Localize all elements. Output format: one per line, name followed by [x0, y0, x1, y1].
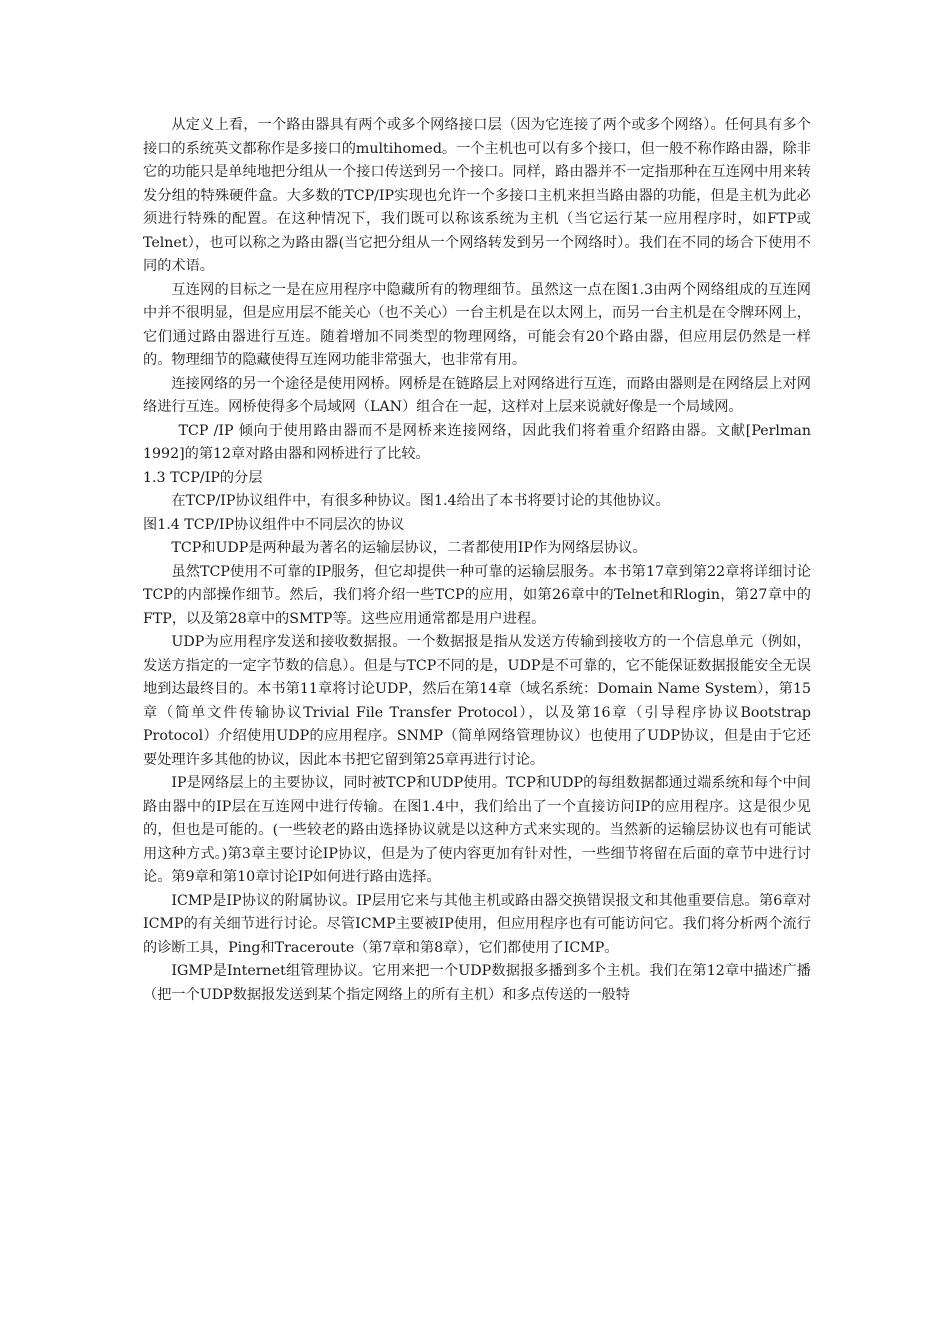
- paragraph-router-definition: 从定义上看，一个路由器具有两个或多个网络接口层（因为它连接了两个或多个网络）。任何具有多个接口的系统英文都称作是多接口的multihomed。一个主机也可以有多个接口，但一般不称作路由器，除非它的功能只是单纯地把分组从一个接口传送到另一个接口。同样，路由器并不一定指那种在互连网中用来转发分组的特殊硬件盒。大多数的TCP/IP实现也允许一个多接口主机来担当路由器的功能，但是主机为此必须进行特殊的配置。在这种情况下，我们既可以称该系统为主机（当它运行某一应用程序时，如FTP或Telnet），也可以称之为路由器(当它把分组从一个网络转发到另一个网络时）。我们在不同的场合下使用不同的术语。: [143, 117, 811, 274]
- section-heading: 1.3 TCP/IP的分层: [143, 469, 263, 486]
- paragraph-bridge: 连接网络的另一个途径是使用网桥。网桥是在链路层上对网络进行互连，而路由器则是在网络层上对网络进行互连。网桥使得多个局域网（LAN）组合在一起，这样对上层来说就好像是一个局域网。: [143, 375, 811, 415]
- paragraph-tcp: 虽然TCP使用不可靠的IP服务，但它却提供一种可靠的运输层服务。本书第17章到第22章将详细讨论TCP的内部操作细节。然后，我们将介绍一些TCP的应用，如第26章中的Telnet和Rlogin，第27章中的FTP，以及第28章中的SMTP等。这些应用通常都是用户进程。: [143, 563, 811, 627]
- section-intro: 在TCP/IP协议组件中，有很多种协议。图1.4给出了本书将要讨论的其他协议。: [171, 493, 670, 509]
- paragraph-icmp: ICMP是IP协议的附属协议。IP层用它来与其他主机或路由器交换错误报文和其他重要信息。第6章对ICMP的有关细节进行讨论。尽管ICMP主要被IP使用，但应用程序也有可能访问它。我们将分析两个流行的诊断工具，Ping和Traceroute（第7章和第8章），它们都使用了ICMP。: [143, 892, 811, 956]
- document-page: [143, 114, 811, 1007]
- paragraph-ip: IP是网络层上的主要协议，同时被TCP和UDP使用。TCP和UDP的每组数据都通过端系统和每个中间路由器中的IP层在互连网中进行传输。在图1.4中，我们给出了一个直接访问IP的应用程序。这是很少见的，但也是可能的。(一些较老的路由选择协议就是以这种方式来实现的。当然新的运输层协议也有可能试用这种方式。)第3章主要讨论IP协议，但是为了使内容更加有针对性，一些细节将留在后面的章节中进行讨论。第9章和第10章讨论IP如何进行路由选择。: [143, 775, 811, 885]
- figure-caption: 图1.4 TCP/IP协议组件中不同层次的协议: [143, 516, 405, 533]
- paragraph-tcp-udp: TCP和UDP是两种最为著名的运输层协议，二者都使用IP作为网络层协议。: [171, 540, 647, 556]
- paragraph-tcpip-router: TCP /IP 倾向于使用路由器而不是网桥来连接网络，因此我们将着重介绍路由器。文献[Perlman 1992]的第12章对路由器和网桥进行了比较。: [143, 422, 811, 462]
- paragraph-igmp: IGMP是Internet组管理协议。它用来把一个UDP数据报多播到多个主机。我们在第12章中描述广播（把一个UDP数据报发送到某个指定网络上的所有主机）和多点传送的一般特: [143, 963, 811, 1003]
- paragraph-internet-goal: 互连网的目标之一是在应用程序中隐藏所有的物理细节。虽然这一点在图1.3由两个网络组成的互连网中并不很明显，但是应用层不能关心（也不关心）一台主机是在以太网上，而另一台主机是在令牌环网上，它们通过路由器进行互连。随着增加不同类型的物理网络，可能会有20个路由器，但应用层仍然是一样的。物理细节的隐藏使得互连网功能非常强大，也非常有用。: [143, 281, 811, 368]
- paragraph-udp: UDP为应用程序发送和接收数据报。一个数据报是指从发送方传输到接收方的一个信息单元（例如，发送方指定的一定字节数的信息）。但是与TCP不同的是，UDP是不可靠的，它不能保证数据报能安全无误地到达最终目的。本书第11章将讨论UDP，然后在第14章（域名系统：Domain Name System），第15章（简单文件传输协议Trivial File Transfer Protocol），以及第16章（引导程序协议Bootstrap Protocol）介绍使用UDP的应用程序。SNMP（简单网络管理协议）也使用了UDP协议，但是由于它还要处理许多其他的协议，因此本书把它留到第25章再进行讨论。: [143, 634, 811, 768]
